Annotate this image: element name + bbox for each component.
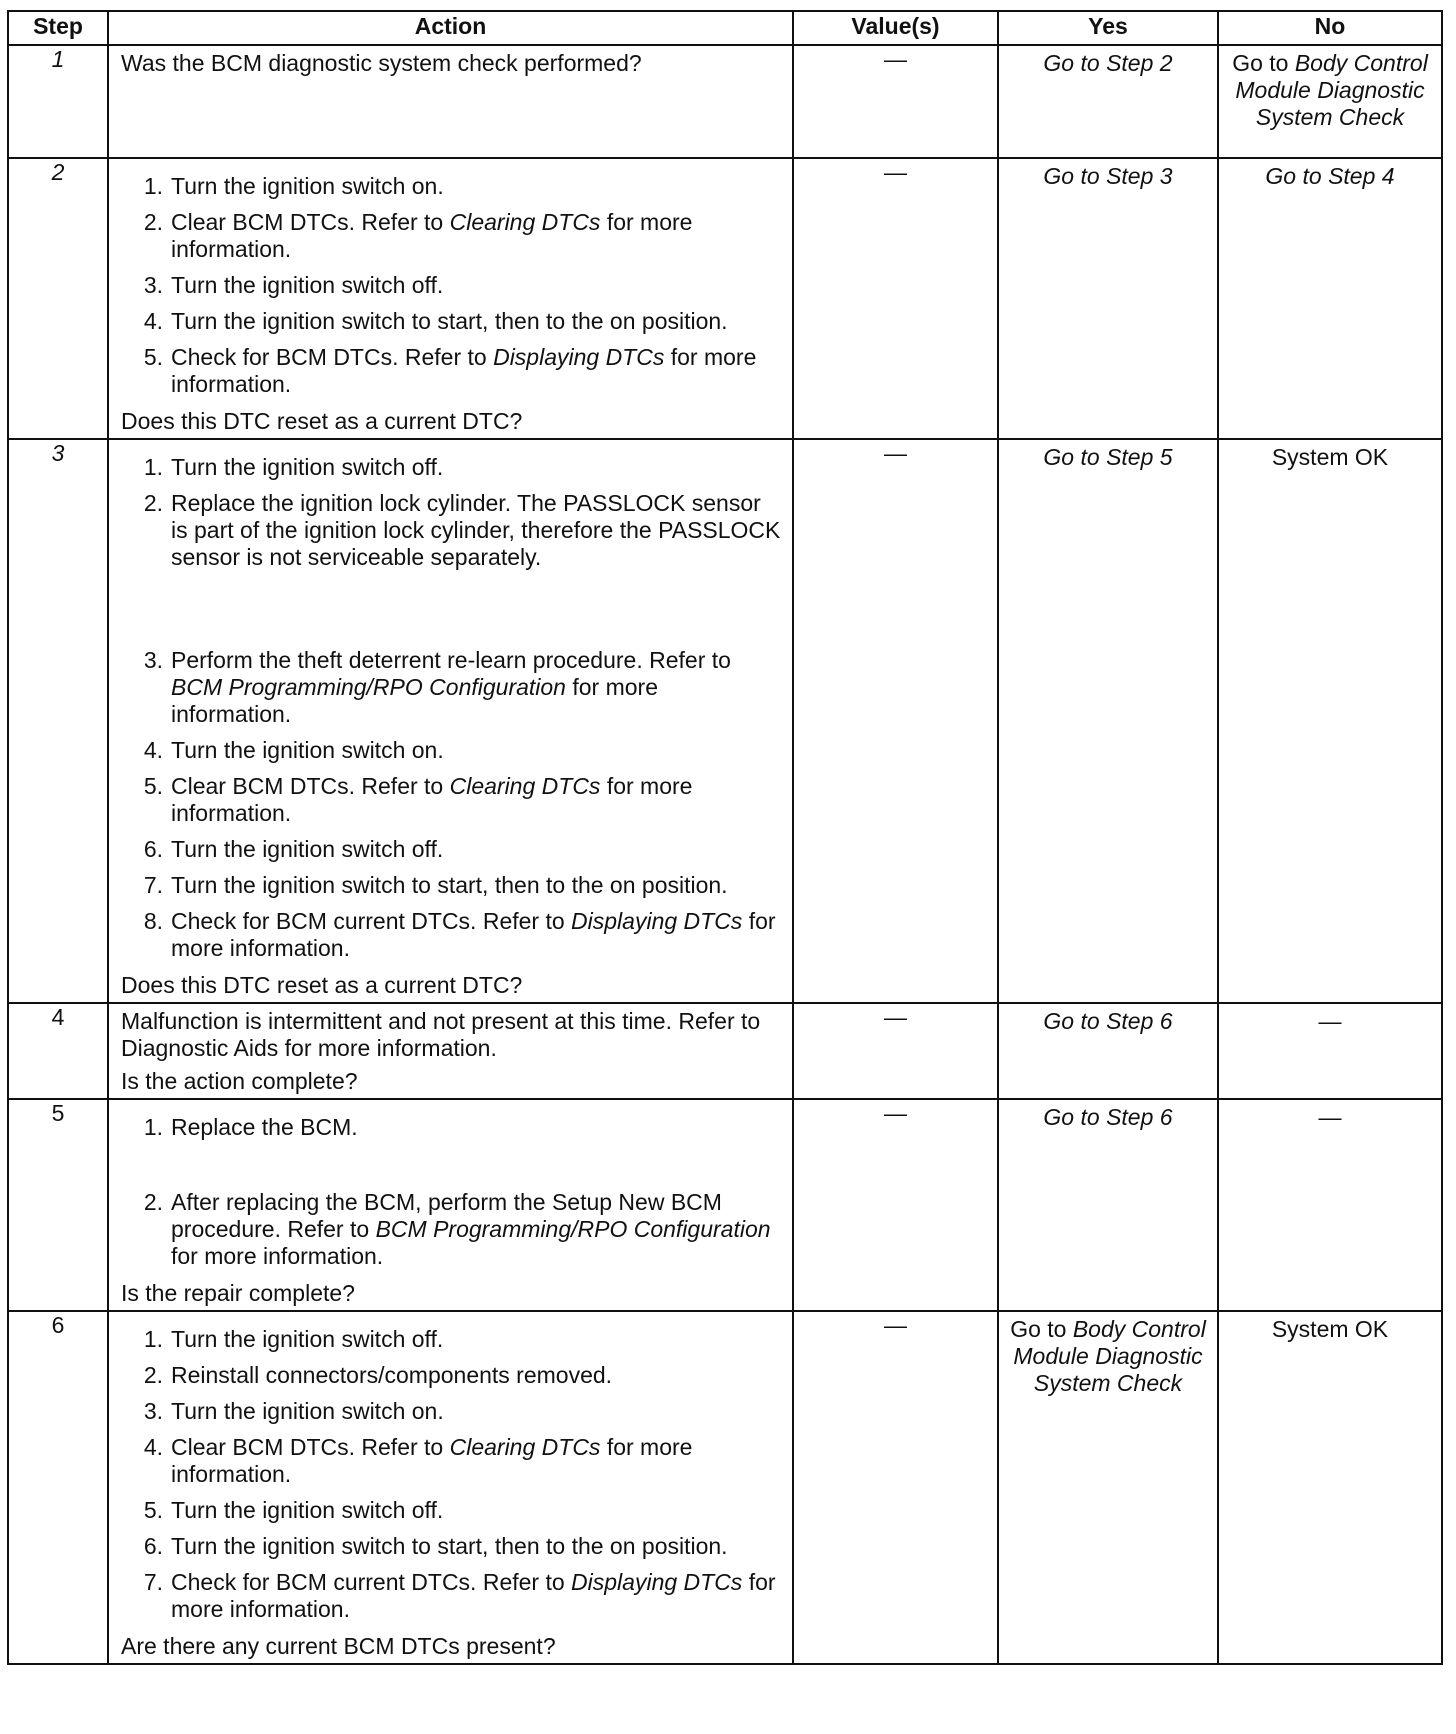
no-cell: Go to Step 4 bbox=[1218, 158, 1442, 439]
action-question: Are there any current BCM DTCs present? bbox=[121, 1633, 556, 1659]
list-item: 8. Check for BCM current DTCs. Refer to Displaying DTCs for more information. bbox=[143, 908, 776, 961]
yes-cell: Go to Step 3 bbox=[998, 158, 1218, 439]
list-item: 1. Replace the BCM. bbox=[143, 1114, 358, 1140]
table-row bbox=[8, 439, 1442, 1003]
yes-cell: Go to Step 5 bbox=[998, 439, 1218, 1003]
action-question: Is the action complete? bbox=[121, 1068, 358, 1094]
yes-cell: Go to Step 6 bbox=[998, 1099, 1218, 1311]
header-action: Action bbox=[108, 11, 793, 45]
action-list bbox=[121, 1114, 782, 1270]
value-dash: — bbox=[884, 440, 907, 466]
no-cell: Go to Body Control Module Diagnostic System Check bbox=[1218, 45, 1442, 158]
no-cell: System OK bbox=[1218, 1311, 1442, 1664]
value-dash: — bbox=[884, 1100, 907, 1126]
action-question: Does this DTC reset as a current DTC? bbox=[121, 408, 523, 434]
value-cell bbox=[793, 1311, 998, 1664]
action-cell bbox=[108, 1003, 793, 1099]
list-item: 1. Turn the ignition switch on. bbox=[143, 173, 444, 199]
table-row bbox=[8, 1003, 1442, 1099]
value-cell bbox=[793, 439, 998, 1003]
action-question: Was the BCM diagnostic system check performed? bbox=[121, 50, 642, 76]
list-spacer bbox=[121, 580, 782, 638]
table-row bbox=[8, 45, 1442, 158]
action-cell bbox=[108, 1099, 793, 1311]
step-number: 5 bbox=[8, 1099, 108, 1311]
list-item: 2. Reinstall connectors/components removed. bbox=[143, 1362, 613, 1388]
action-list bbox=[121, 173, 782, 398]
diagnostic-table bbox=[7, 10, 1443, 1665]
list-item: 4. Turn the ignition switch on. bbox=[143, 737, 444, 763]
action-cell bbox=[108, 45, 793, 158]
table-row bbox=[8, 1099, 1442, 1311]
no-cell bbox=[1218, 1003, 1442, 1099]
action-list bbox=[121, 1326, 782, 1623]
value-dash: — bbox=[884, 1004, 907, 1030]
list-item: 4. Turn the ignition switch to start, then to the on position. bbox=[143, 308, 728, 334]
action-cell bbox=[108, 439, 793, 1003]
value-cell bbox=[793, 1099, 998, 1311]
list-item: 2. After replacing the BCM, perform the Setup New BCM procedure. Refer to BCM Programming/RPO Configuration for more information. bbox=[143, 1189, 771, 1269]
action-cell bbox=[108, 1311, 793, 1664]
table-row bbox=[8, 158, 1442, 439]
list-item: 4. Clear BCM DTCs. Refer to Clearing DTCs for more information. bbox=[143, 1434, 693, 1487]
no-cell bbox=[1218, 1099, 1442, 1311]
value-cell bbox=[793, 45, 998, 158]
action-list bbox=[121, 454, 782, 962]
value-cell bbox=[793, 1003, 998, 1099]
step-number: 2 bbox=[8, 158, 108, 439]
action-question: Is the repair complete? bbox=[121, 1280, 355, 1306]
list-item: 6. Turn the ignition switch off. bbox=[143, 836, 444, 862]
value-dash: — bbox=[884, 1312, 907, 1338]
step-number: 4 bbox=[8, 1003, 108, 1099]
step-number: 1 bbox=[8, 45, 108, 158]
header-no: No bbox=[1218, 11, 1442, 45]
header-step: Step bbox=[8, 11, 108, 45]
list-item: 3. Turn the ignition switch on. bbox=[143, 1398, 444, 1424]
list-item: 3. Turn the ignition switch off. bbox=[143, 272, 444, 298]
step-number: 6 bbox=[8, 1311, 108, 1664]
list-item: 3. Perform the theft deterrent re-learn procedure. Refer to BCM Programming/RPO Configuration for more information. bbox=[143, 647, 731, 727]
yes-cell: Go to Body Control Module Diagnostic System Check bbox=[998, 1311, 1218, 1664]
yes-cell: Go to Step 2 bbox=[998, 45, 1218, 158]
step-number: 3 bbox=[8, 439, 108, 1003]
list-item: 7. Check for BCM current DTCs. Refer to Displaying DTCs for more information. bbox=[143, 1569, 776, 1622]
action-cell bbox=[108, 158, 793, 439]
list-item: 2. Replace the ignition lock cylinder. The PASSLOCK sensor is part of the ignition lock cylinder, therefore the PASSLOCK sensor is not serviceable separately. bbox=[143, 490, 781, 570]
value-dash: — bbox=[884, 159, 907, 185]
table-row bbox=[8, 1311, 1442, 1664]
list-item: 1. Turn the ignition switch off. bbox=[143, 1326, 444, 1352]
list-item: 1. Turn the ignition switch off. bbox=[143, 454, 444, 480]
header-yes: Yes bbox=[998, 11, 1218, 45]
yes-cell: Go to Step 6 bbox=[998, 1003, 1218, 1099]
header-values: Value(s) bbox=[793, 11, 998, 45]
action-question: Does this DTC reset as a current DTC? bbox=[121, 972, 523, 998]
action-text: Malfunction is intermittent and not present at this time. Refer to Diagnostic Aids for more information. bbox=[121, 1008, 761, 1061]
list-spacer bbox=[121, 1150, 782, 1180]
value-dash: — bbox=[884, 46, 907, 72]
no-dash: — bbox=[1318, 1104, 1342, 1130]
header-row bbox=[8, 11, 1442, 45]
list-item: 6. Turn the ignition switch to start, then to the on position. bbox=[143, 1533, 728, 1559]
no-dash: — bbox=[1318, 1008, 1342, 1034]
value-cell bbox=[793, 158, 998, 439]
list-item: 5. Check for BCM DTCs. Refer to Displaying DTCs for more information. bbox=[143, 344, 757, 397]
no-cell: System OK bbox=[1218, 439, 1442, 1003]
list-item: 2. Clear BCM DTCs. Refer to Clearing DTCs for more information. bbox=[143, 209, 693, 262]
list-item: 5. Clear BCM DTCs. Refer to Clearing DTCs for more information. bbox=[143, 773, 693, 826]
list-item: 5. Turn the ignition switch off. bbox=[143, 1497, 444, 1523]
list-item: 7. Turn the ignition switch to start, then to the on position. bbox=[143, 872, 728, 898]
